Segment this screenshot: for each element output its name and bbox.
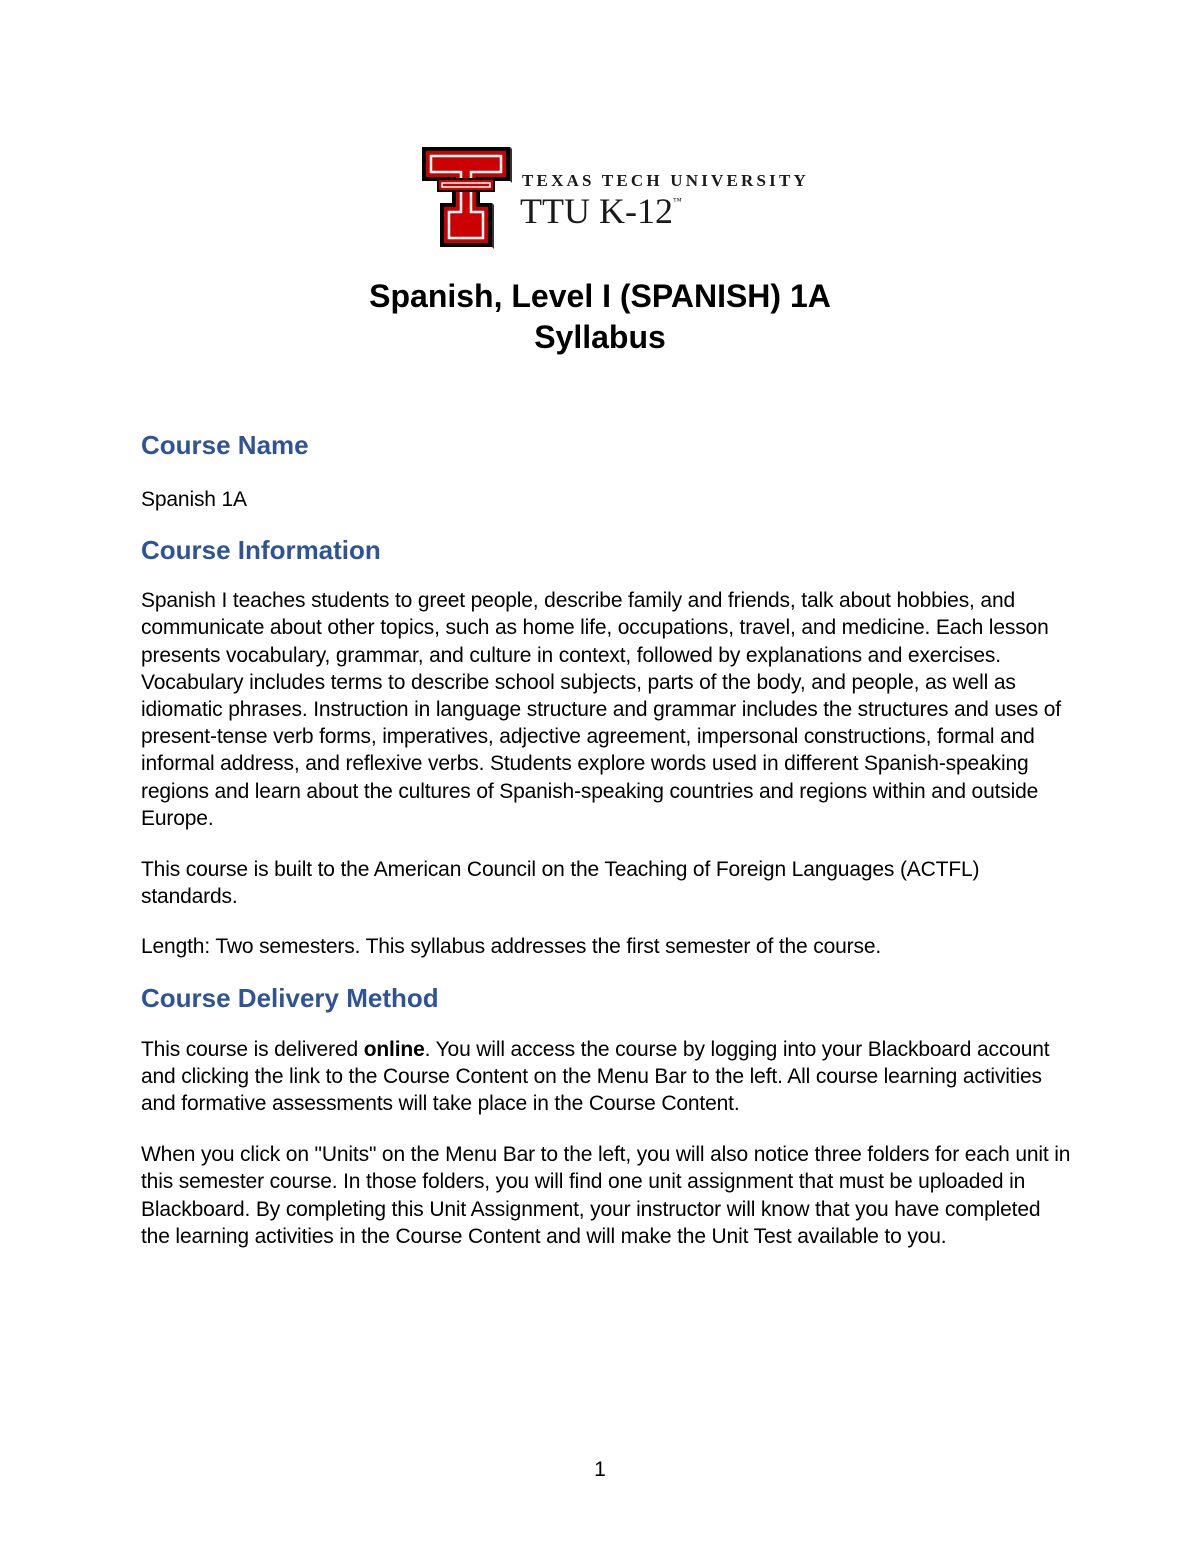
document-title [0,276,1200,358]
document-body [141,428,1071,1250]
title-line-course: Spanish, Level I (SPANISH) 1A [369,278,831,314]
page-number: 1 [594,1458,606,1481]
delivery-paragraph [141,1036,1071,1118]
title-line-syllabus: Syllabus [534,319,666,355]
course-description-paragraph: Spanish I teaches students to greet people, describe family and friends, talk about hobbies, and communicate about other topics, such as home life, occupations, travel, and medicine. Each lesson presents vocabulary, grammar, and culture in context, followed by explanations and exercises. Vocabulary includes terms to describe school subjects, parts of the body, and people, as well as idiomatic phrases. Instruction in language structure and grammar includes the structures and uses of present-tense verb forms, imperatives, adjective agreement, impersonal constructions, formal and informal address, and reflexive verbs. Students explore words used in different Spanish-speaking regions and learn about the cultures of Spanish-speaking countries and regions within and outside Europe. [141,589,1061,830]
double-t-icon [420,145,512,249]
ttu-k12-logo [420,145,810,250]
delivery-text-before: This course is delivered [141,1037,364,1061]
standards-paragraph: This course is built to the American Council on the Teaching of Foreign Languages (ACTFL) standards. [141,858,980,909]
delivery-online-bold: online [363,1037,425,1061]
heading-course-delivery: Course Delivery Method [141,982,439,1013]
university-name: TEXAS TECH UNIVERSITY [522,171,810,190]
heading-course-name: Course Name [141,430,309,460]
delivery-text-after: . You will access the course by logging into your Blackboard account and clicking the link to the Course Content on the Menu Bar to the left. All course learning activities and formative assessments will take place in the Course Content. [141,1037,1050,1116]
program-name [520,190,682,232]
trademark-symbol: ™ [672,196,682,206]
heading-course-information: Course Information [141,535,381,566]
program-name-text: TTU K-12 [520,191,673,231]
length-paragraph: Length: Two semesters. This syllabus addresses the first semester of the course. [141,935,882,959]
course-name-text: Spanish 1A [141,488,247,511]
units-paragraph: When you click on "Units" on the Menu Bar to the left, you will also notice three folders for each unit in this semester course. In those folders, you will find one unit assignment that must be uploaded in Blackboard. By completing this Unit Assignment, your instructor will know that you have completed the learning activities in the Course Content and will make the Unit Test available to you. [141,1143,1071,1248]
